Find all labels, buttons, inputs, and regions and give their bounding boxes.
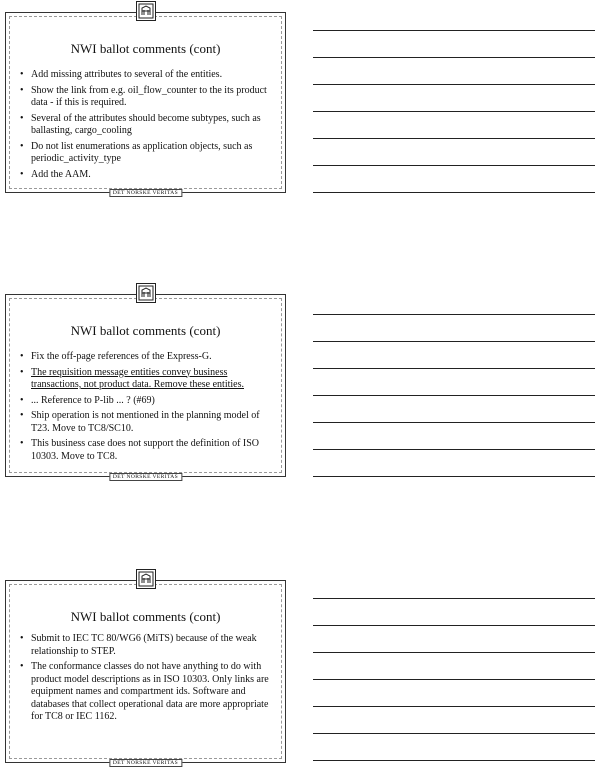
note-line xyxy=(313,111,595,112)
note-line xyxy=(313,422,595,423)
dnv-logo-icon xyxy=(136,1,156,21)
list-item: • Add the AAM. xyxy=(20,168,91,180)
note-line xyxy=(313,625,595,626)
note-line xyxy=(313,138,595,139)
list-item: • ... Reference to P-lib ... ? (#69) xyxy=(20,394,155,406)
slide-footer: DET NORSKE VERITAS xyxy=(109,189,182,197)
note-line xyxy=(313,760,595,761)
note-line xyxy=(313,30,595,31)
note-line xyxy=(313,706,595,707)
list-item: • Several of the attributes should become subtypes, such as ballasting, cargo_cooling xyxy=(20,112,261,136)
note-line xyxy=(313,679,595,680)
list-item: • Do not list enumerations as application objects, such as periodic_activity_type xyxy=(20,140,253,164)
note-line xyxy=(313,449,595,450)
bullet-list xyxy=(20,69,277,184)
dnv-logo-icon xyxy=(136,283,156,303)
note-line xyxy=(313,192,595,193)
underlined-text: The requisition message entities convey business transactions, not product data. Remove these entities. xyxy=(31,366,244,390)
note-line xyxy=(313,476,595,477)
list-item: • Submit to IEC TC 80/WG6 (MiTS) because of the weak relationship to STEP. xyxy=(20,633,257,657)
note-line xyxy=(313,395,595,396)
slide-footer: DET NORSKE VERITAS xyxy=(109,759,182,767)
dnv-logo-icon xyxy=(136,569,156,589)
note-line xyxy=(313,165,595,166)
bullet-list xyxy=(20,351,277,466)
slide-title: NWI ballot comments (cont) xyxy=(70,323,221,338)
list-item: • The conformance classes do not have anything to do with product model descriptions as in ISO 10303. Only links are equipment names and compartment ids. Software and databases that collect operational data are more appropriate for TC8 or IEC 1162. xyxy=(20,661,269,722)
slide-footer: DET NORSKE VERITAS xyxy=(109,473,182,481)
slide-1 xyxy=(5,12,286,196)
slide-title: NWI ballot comments (cont) xyxy=(70,41,221,56)
list-item: • The requisition message entities convey business transactions, not product data. Remove these entities. xyxy=(20,366,244,390)
note-line xyxy=(313,733,595,734)
slide-2 xyxy=(5,294,286,480)
list-item: • This business case does not support the definition of ISO 10303. Move to TC8. xyxy=(20,438,260,462)
note-line xyxy=(313,314,595,315)
note-line xyxy=(313,57,595,58)
list-item: • Show the link from e.g. oil_flow_counter to the its product data - if this is required. xyxy=(20,84,267,108)
note-line xyxy=(313,84,595,85)
list-item: • Ship operation is not mentioned in the planning model of T23. Move to TC8/SC10. xyxy=(20,410,260,434)
note-line xyxy=(313,368,595,369)
list-item: • Add missing attributes to several of the entities. xyxy=(20,69,223,80)
bullet-list xyxy=(20,633,277,727)
slide-title: NWI ballot comments (cont) xyxy=(70,609,221,624)
note-line xyxy=(313,652,595,653)
note-line xyxy=(313,598,595,599)
note-line xyxy=(313,341,595,342)
list-item: • Fix the off-page references of the Express-G. xyxy=(20,351,212,362)
slide-3 xyxy=(5,580,286,766)
